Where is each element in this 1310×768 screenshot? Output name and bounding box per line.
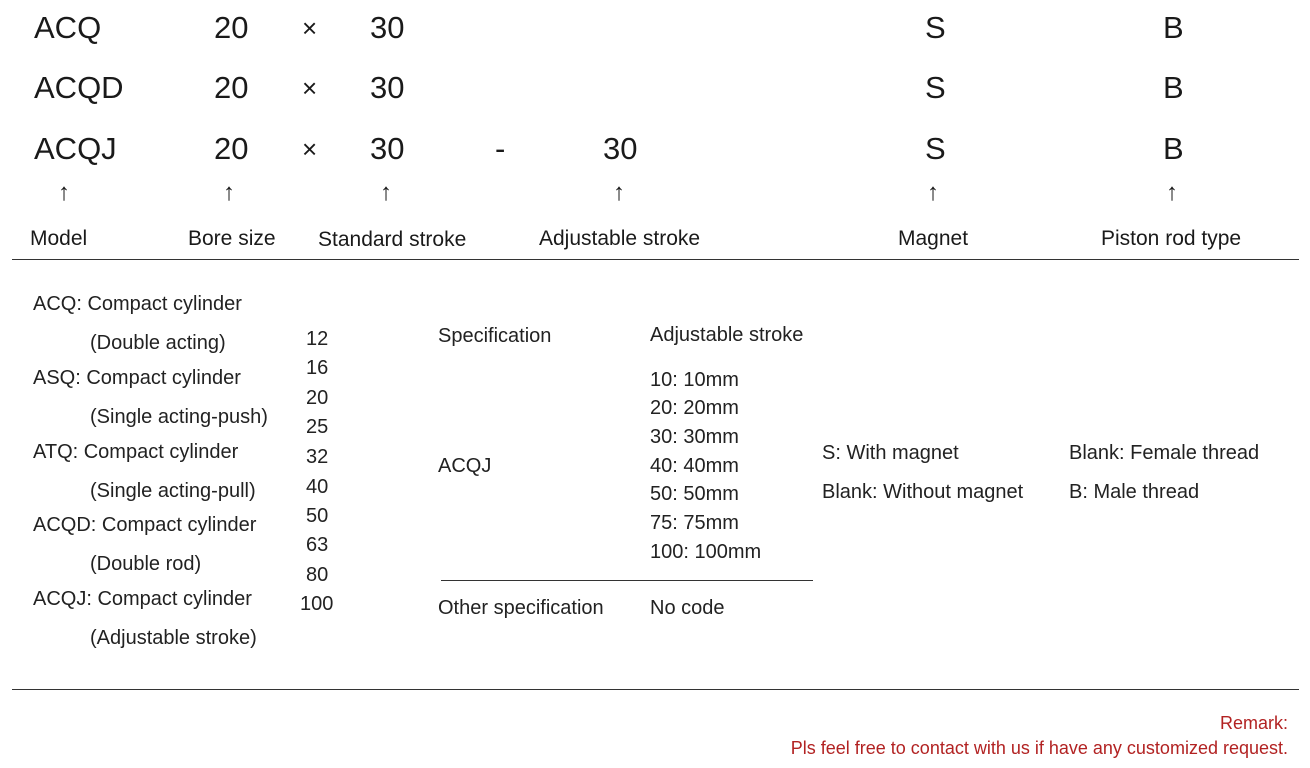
bore-size-item: 50	[306, 505, 329, 527]
label-bore-size: Bore size	[188, 227, 276, 250]
rod-option: Blank: Female thread	[1069, 442, 1260, 464]
row-stroke-code: 30	[370, 10, 405, 45]
label-magnet: Magnet	[898, 227, 969, 250]
row-rod-code: B	[1163, 131, 1184, 166]
row-model-code: ACQ	[34, 10, 102, 45]
row-rod-code: B	[1163, 10, 1184, 45]
label-model: Model	[30, 227, 88, 250]
model-item-desc: (Double acting)	[90, 332, 226, 354]
stroke-option: 10: 10mm	[650, 369, 739, 391]
up-arrow-icon: ↑	[380, 179, 392, 206]
row-bore-code: 20	[214, 70, 249, 105]
bore-size-item: 40	[306, 476, 329, 498]
magnet-option: S: With magnet	[822, 442, 959, 464]
divider	[12, 689, 1299, 690]
label-standard-stroke: Standard stroke	[318, 228, 467, 251]
up-arrow-icon: ↑	[1166, 179, 1178, 206]
row-separator: ×	[302, 13, 318, 43]
label-adjustable-stroke: Adjustable stroke	[539, 227, 701, 250]
model-item-desc: (Double rod)	[90, 553, 202, 575]
label-piston-rod-type: Piston rod type	[1101, 227, 1242, 250]
model-item-desc: (Adjustable stroke)	[90, 627, 257, 649]
row-rod-code: B	[1163, 70, 1184, 105]
stroke-option: 30: 30mm	[650, 426, 739, 448]
row-bore-code: 20	[214, 131, 249, 166]
bore-size-item: 12	[306, 328, 329, 350]
up-arrow-icon: ↑	[927, 179, 939, 206]
row-separator: ×	[302, 73, 318, 103]
stroke-option: 20: 20mm	[650, 397, 739, 419]
bore-size-item: 80	[306, 564, 329, 586]
model-item-code: ACQ: Compact cylinder	[33, 293, 242, 315]
stroke-option: 40: 40mm	[650, 455, 739, 477]
table-divider	[441, 580, 813, 581]
row-dash: -	[495, 131, 506, 166]
row-adjustable-code: 30	[603, 131, 638, 166]
other-spec-label: Other specification	[438, 597, 604, 619]
model-item-code: ACQD: Compact cylinder	[33, 514, 257, 536]
spec-name: ACQJ	[438, 455, 492, 477]
up-arrow-icon: ↑	[58, 179, 70, 206]
stroke-option: 75: 75mm	[650, 512, 739, 534]
divider	[12, 259, 1299, 260]
magnet-option: Blank: Without magnet	[822, 481, 1024, 503]
bore-size-item: 25	[306, 416, 329, 438]
stroke-option: 100: 100mm	[650, 541, 762, 563]
other-spec-value: No code	[650, 597, 725, 619]
bore-size-item: 32	[306, 446, 329, 468]
bore-size-item: 20	[306, 387, 329, 409]
bore-size-item: 100	[300, 593, 334, 615]
model-item-code: ATQ: Compact cylinder	[33, 441, 239, 463]
row-stroke-code: 30	[370, 70, 405, 105]
spec-header: Specification	[438, 325, 552, 347]
model-item-code: ACQJ: Compact cylinder	[33, 588, 252, 610]
stroke-option: 50: 50mm	[650, 483, 739, 505]
row-stroke-code: 30	[370, 131, 405, 166]
adjustable-header: Adjustable stroke	[650, 324, 804, 346]
row-model-code: ACQD	[34, 70, 124, 105]
row-bore-code: 20	[214, 10, 249, 45]
row-magnet-code: S	[925, 131, 946, 166]
model-item-code: ASQ: Compact cylinder	[33, 367, 241, 389]
up-arrow-icon: ↑	[613, 179, 625, 206]
row-magnet-code: S	[925, 10, 946, 45]
up-arrow-icon: ↑	[223, 179, 235, 206]
row-magnet-code: S	[925, 70, 946, 105]
remark-text: Pls feel free to contact with us if have any customized request.	[790, 738, 1288, 758]
remark-title: Remark:	[1219, 713, 1288, 733]
rod-option: B: Male thread	[1069, 481, 1200, 503]
bore-size-item: 16	[306, 357, 329, 379]
model-item-desc: (Single acting-push)	[90, 406, 268, 428]
row-separator: ×	[302, 134, 318, 164]
model-item-desc: (Single acting-pull)	[90, 480, 256, 502]
bore-size-item: 63	[306, 534, 329, 556]
row-model-code: ACQJ	[34, 131, 117, 166]
